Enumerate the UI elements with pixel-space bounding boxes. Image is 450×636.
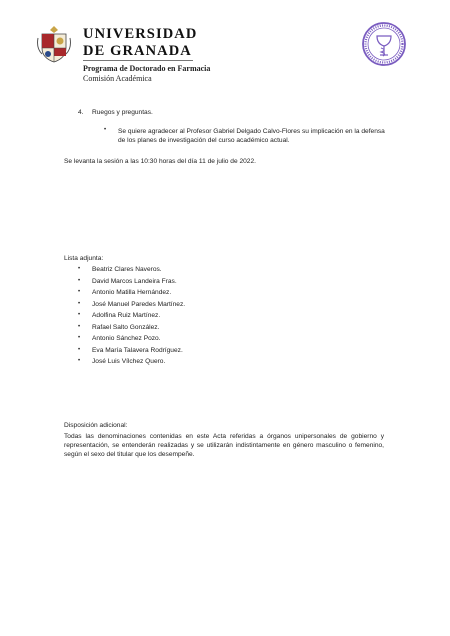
attendee-name: José Manuel Paredes Martínez. xyxy=(92,300,186,308)
pharmacy-seal-icon xyxy=(362,22,406,66)
attendee-list xyxy=(78,265,185,369)
program-title: Programa de Doctorado en Farmacia xyxy=(83,64,211,73)
agenda-item-title: Ruegos y preguntas. xyxy=(92,109,153,116)
attendee-name: Adolfina Ruiz Martínez. xyxy=(92,312,161,319)
university-crest-icon xyxy=(36,24,72,64)
attendee-list-title: Lista adjunta: xyxy=(64,255,104,262)
attendee-bullet: • xyxy=(78,312,81,318)
attendee-name: Beatriz Clares Naveros. xyxy=(92,266,162,273)
commission-title: Comisión Académica xyxy=(83,74,152,83)
attendee-bullet: • xyxy=(78,346,81,353)
attendee-bullet: • xyxy=(78,266,81,272)
university-name-line1: UNIVERSIDAD xyxy=(83,26,198,42)
attendee-bullet: • xyxy=(78,300,81,307)
list-item xyxy=(78,311,185,323)
list-item xyxy=(78,334,185,346)
agenda-sub-text: Se quiere agradecer al Profesor Gabriel Delgado Calvo-Flores su implicación en la defensa de los planes de investigación del curso académico actual. xyxy=(118,128,385,144)
list-item xyxy=(78,357,185,369)
header-divider xyxy=(83,60,193,61)
attendee-name: Antonio Sánchez Pozo. xyxy=(92,335,161,342)
attendee-name: Rafael Salto González. xyxy=(92,323,160,331)
list-item xyxy=(78,346,185,358)
list-item xyxy=(78,265,185,277)
university-name-line2: DE GRANADA xyxy=(83,43,192,59)
list-item xyxy=(78,277,185,289)
attendee-bullet: • xyxy=(78,277,81,284)
attendee-name: Antonio Matilla Hernández. xyxy=(92,289,172,296)
attendee-name: Eva María Talavera Rodríguez. xyxy=(92,346,183,354)
attendee-name: José Luis Vílchez Quero. xyxy=(92,358,166,365)
agenda-item-number: 4. xyxy=(78,109,84,116)
session-close-text: Se levanta la sesión a las 10:30 horas del día 11 de julio de 2022. xyxy=(64,158,256,165)
attendee-name: David Marcos Landeira Fras. xyxy=(92,277,177,285)
list-item xyxy=(78,323,185,335)
agenda-sub-bullet: • xyxy=(104,127,107,133)
disposition-text: Todas las denominaciones contenidas en este Acta referidas a órganos unipersonales de gobierno y representación, se entenderán realizadas y se utilizarán indistintamente en género masculino o femenino, según el sexo del titular que los desempeñe. xyxy=(64,433,384,458)
attendee-bullet: • xyxy=(78,358,81,364)
attendee-bullet: • xyxy=(78,289,81,295)
attendee-bullet: • xyxy=(78,323,81,330)
university-name xyxy=(83,26,197,60)
attendee-bullet: • xyxy=(78,335,81,341)
disposition-title: Disposición adicional: xyxy=(64,422,128,429)
list-item xyxy=(78,300,185,312)
list-item xyxy=(78,288,185,300)
